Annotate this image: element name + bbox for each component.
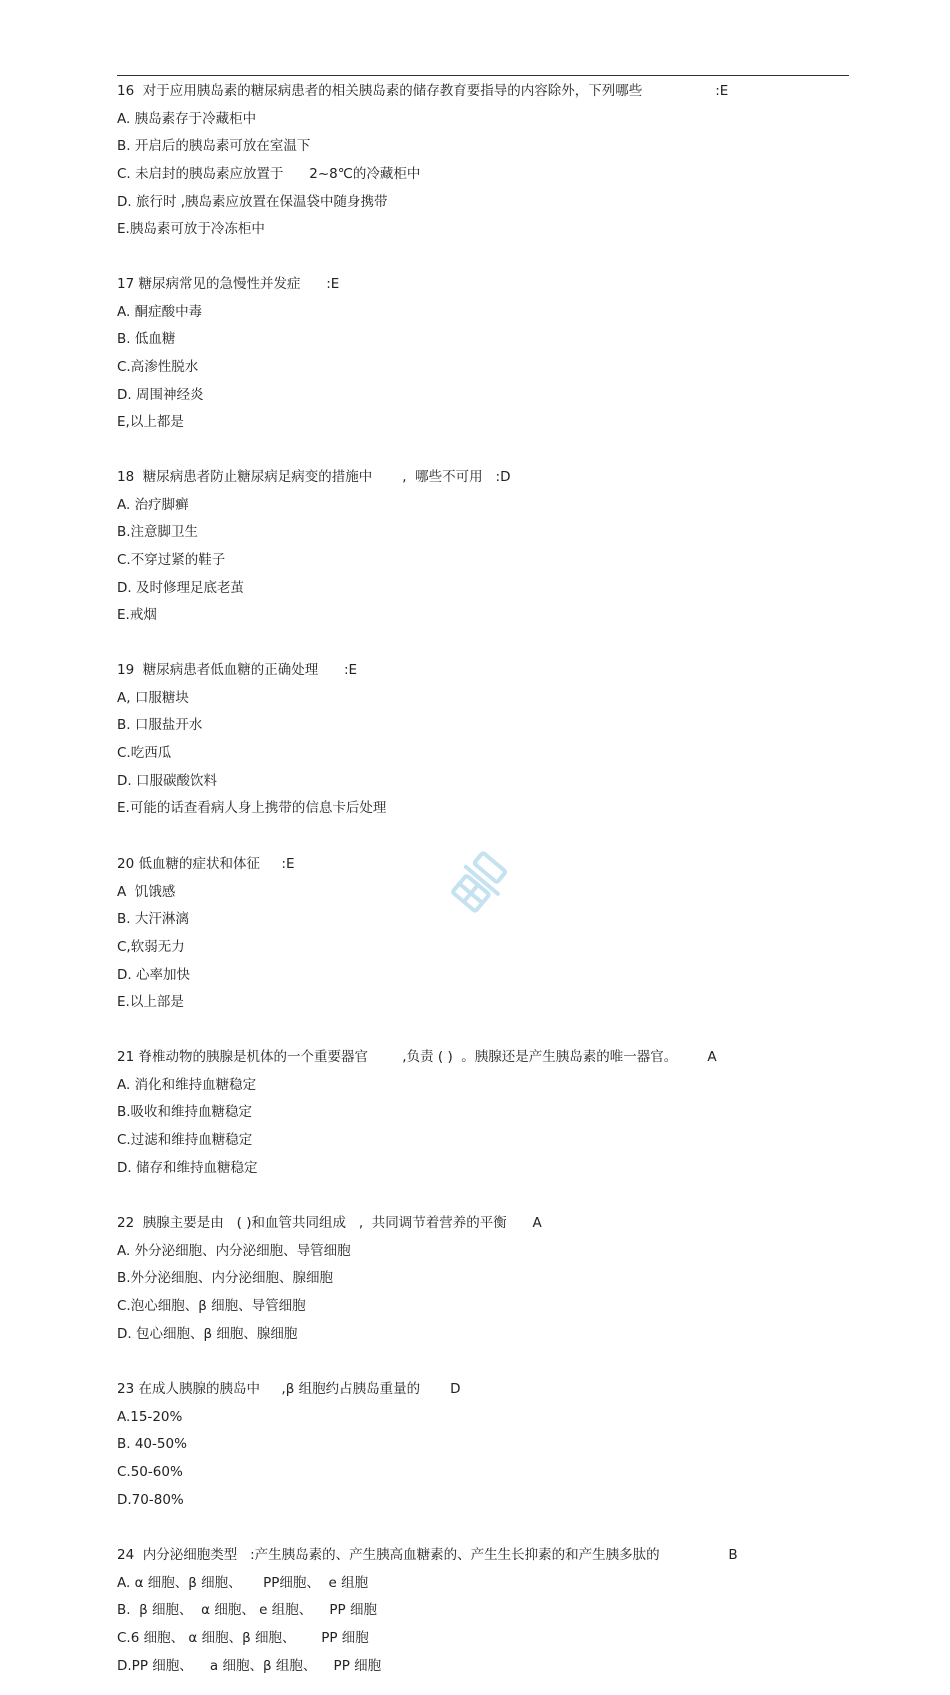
question-stem: 23 在成人胰腺的胰岛中 ,β 组胞约占胰岛重量的 D bbox=[117, 1381, 461, 1397]
option-a: A. 酮症酸中毒 bbox=[117, 303, 203, 320]
option-d: D. 包心细胞、β 细胞、腺细胞 bbox=[117, 1325, 298, 1342]
option-a: A. 治疗脚癣 bbox=[117, 496, 189, 513]
question-stem: 16 对于应用胰岛素的糖尿病患者的相关胰岛素的储存教育要指导的内容除外，下列哪些 :E bbox=[117, 83, 729, 99]
option-a: A 饥饿感 bbox=[117, 883, 176, 900]
question-stem: 17 糖尿病常见的急慢性并发症 :E bbox=[117, 276, 340, 292]
option-e: E.以上部是 bbox=[117, 994, 184, 1011]
option-e: E,以上都是 bbox=[117, 414, 184, 431]
option-a: A. 胰岛素存于冷藏柜中 bbox=[117, 110, 257, 127]
option-c: C,软弱无力 bbox=[117, 939, 185, 956]
option-e: E.戒烟 bbox=[117, 607, 157, 624]
option-d: D.PP 细胞、 a 细胞、β 组胞、 PP 细胞 bbox=[117, 1657, 382, 1674]
option-e: E.可能的话查看病人身上携带的信息卡后处理 bbox=[117, 800, 387, 817]
question-19 bbox=[117, 657, 877, 823]
question-stem: 19 糖尿病患者低血糖的正确处理 :E bbox=[117, 662, 358, 678]
option-c: C.50-60% bbox=[117, 1464, 183, 1481]
option-c: C.过滤和维持血糖稳定 bbox=[117, 1132, 253, 1149]
option-d: D. 旅行时 ,胰岛素应放置在保温袋中随身携带 bbox=[117, 193, 388, 210]
option-d: D. 口服碳酸饮料 bbox=[117, 772, 217, 789]
option-b: B.注意脚卫生 bbox=[117, 524, 199, 541]
question-21 bbox=[117, 1044, 877, 1182]
option-b: B. 大汗淋漓 bbox=[117, 911, 189, 928]
top-rule bbox=[117, 75, 849, 76]
option-b: B.外分泌细胞、内分泌细胞、腺细胞 bbox=[117, 1270, 334, 1287]
option-c: C.6 细胞、 α 细胞、β 细胞、 PP 细胞 bbox=[117, 1630, 369, 1647]
option-d: D.70-80% bbox=[117, 1491, 184, 1508]
question-24 bbox=[117, 1542, 877, 1680]
question-stem: 18 糖尿病患者防止糖尿病足病变的措施中 , 哪些不可用 :D bbox=[117, 469, 511, 485]
option-b: B. 低血糖 bbox=[117, 331, 176, 348]
option-d: D. 心率加快 bbox=[117, 966, 190, 983]
question-17 bbox=[117, 271, 877, 437]
option-c: C.泡心细胞、β 细胞、导管细胞 bbox=[117, 1298, 306, 1315]
option-c: C.高渗性脱水 bbox=[117, 359, 199, 376]
option-a: A. α 细胞、β 细胞、 PP细胞、 e 组胞 bbox=[117, 1574, 369, 1591]
option-a: A.15-20% bbox=[117, 1408, 183, 1425]
question-stem: 20 低血糖的症状和体征 :E bbox=[117, 856, 295, 872]
question-18 bbox=[117, 464, 877, 630]
option-d: D. 储存和维持血糖稳定 bbox=[117, 1159, 258, 1176]
option-a: A. 外分泌细胞、内分泌细胞、导管细胞 bbox=[117, 1242, 351, 1259]
option-d: D. 周围神经炎 bbox=[117, 386, 204, 403]
option-a: A. 消化和维持血糖稳定 bbox=[117, 1076, 257, 1093]
option-b: B. 40-50% bbox=[117, 1436, 187, 1453]
question-23 bbox=[117, 1376, 877, 1514]
question-16 bbox=[117, 78, 877, 244]
question-stem: 24 内分泌细胞类型 :产生胰岛素的、产生胰高血糖素的、产生生长抑素的和产生胰多肽的 B bbox=[117, 1547, 738, 1563]
option-b: B. 开启后的胰岛素可放在室温下 bbox=[117, 138, 311, 155]
option-c: C.不穿过紧的鞋子 bbox=[117, 552, 226, 569]
option-e: E.胰岛素可放于冷冻柜中 bbox=[117, 221, 265, 238]
option-b: B. 口服盐开水 bbox=[117, 717, 203, 734]
question-stem: 21 脊椎动物的胰腺是机体的一个重要器官 ,负责 ( ) 。胰腺还是产生胰岛素的唯一器官。 A bbox=[117, 1049, 717, 1065]
option-a: A, 口服糖块 bbox=[117, 689, 189, 706]
option-c: C.吃西瓜 bbox=[117, 745, 172, 762]
option-b: B. β 细胞、 α 细胞、 e 组胞、 PP 细胞 bbox=[117, 1602, 377, 1619]
question-stem: 22 胰腺主要是由 ( )和血管共同组成 , 共同调节着营养的平衡 A bbox=[117, 1215, 542, 1231]
option-d: D. 及时修理足底老茧 bbox=[117, 579, 244, 596]
option-b: B.吸收和维持血糖稳定 bbox=[117, 1104, 253, 1121]
question-22 bbox=[117, 1210, 877, 1348]
option-c: C. 未启封的胰岛素应放置于 2~8℃的冷藏柜中 bbox=[117, 166, 421, 183]
